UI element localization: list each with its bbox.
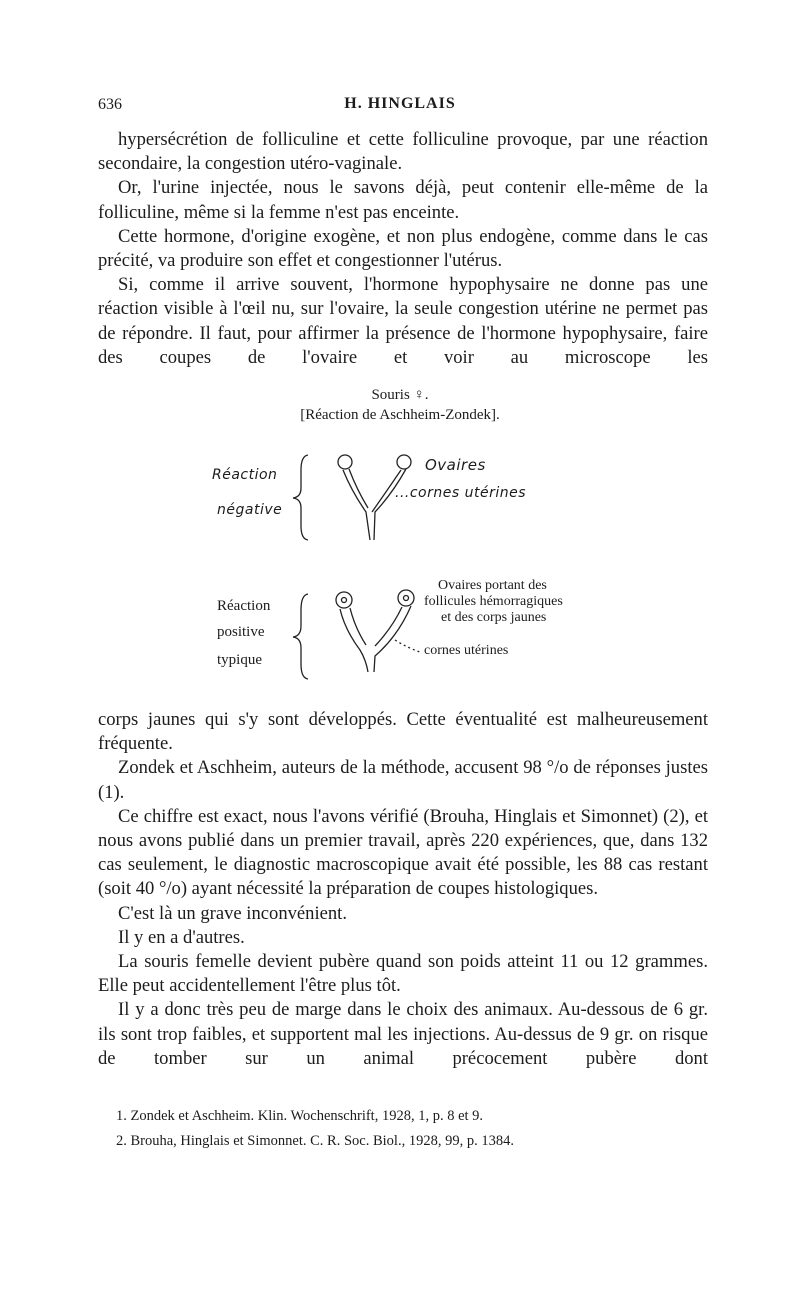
footnote-1: 1. Zondek et Aschheim. Klin. Wochenschrift, 1928, 1, p. 8 et 9. (116, 1108, 484, 1124)
negative-ovary-left (338, 455, 352, 469)
negative-horns-label: ...cornes utérines (395, 485, 527, 501)
positive-ovaries-line1: Ovaires portant des (438, 578, 547, 593)
positive-ovary-right (398, 590, 414, 606)
paragraph: corps jaunes qui s'y sont développés. Cette éventualité est malheureusement fréquente. (98, 709, 708, 755)
paragraph: La souris femelle devient pubère quand son poids atteint 11 ou 12 grammes. Elle peut accidentellement l'être plus tôt. (98, 951, 708, 997)
running-title: H. HINGLAIS (344, 95, 456, 112)
paragraph: Zondek et Aschheim, auteurs de la méthode, accusent 98 °/o de réponses justes (1). (98, 757, 708, 803)
positive-label-line3: typique (217, 652, 262, 668)
figure-caption-title: Souris ♀. (371, 387, 429, 403)
paragraph: Or, l'urine injectée, nous le savons déjà, peut contenir elle-même de la folliculine, même si la femme n'est pas enceinte. (98, 177, 708, 223)
positive-horn-right (375, 607, 402, 646)
negative-label-line2: négative (217, 502, 283, 518)
paragraph: Ce chiffre est exact, nous l'avons vérifié (Brouha, Hinglais et Simonnet) (2), et nous avons publié dans un premier travail, après 220 expériences, que, dans 132 cas seulement, le diagnostic macroscopique avait été possible, les 88 cas restant (soit 40 °/o) ayant nécessité la préparation de coupes histologiques. (98, 805, 708, 900)
footnote-2: 2. Brouha, Hinglais et Simonnet. C. R. Soc. Biol., 1928, 99, p. 1384. (116, 1133, 514, 1149)
paragraph: Si, comme il arrive souvent, l'hormone hypophysaire ne donne pas une réaction visible à l'œil nu, sur l'ovaire, la seule congestion utérine ne permet pas de répondre. Il faut, pour affirmer la présence de l'hormone hypophysaire, faire des coupes de l'ovaire et voir au microscope les (98, 274, 708, 368)
bottom-text-block (98, 708, 708, 1071)
paragraph: Il y a donc très peu de marge dans le choix des animaux. Au-dessous de 6 gr. ils sont trop faibles, et supportent mal les injections. Au-dessus de 9 gr. on risque de tomber sur un animal précocement pubère dont (98, 999, 708, 1069)
positive-brace (293, 594, 308, 679)
paragraph: hypersécrétion de folliculine et cette folliculine provoque, par une réaction secondaire, la congestion utéro-vaginale. (98, 129, 708, 175)
positive-ovaries-line2: follicules hémorragiques (424, 594, 563, 609)
paragraph: Cette hormone, d'origine exogène, et non plus endogène, comme dans le cas précité, va produire son effet et congestionner l'utérus. (98, 225, 708, 272)
negative-ovary-right (397, 455, 411, 469)
paragraph: Il y en a d'autres. (118, 926, 245, 948)
paragraph: C'est là un grave inconvénient. (118, 902, 347, 924)
page-number: 636 (98, 96, 122, 113)
negative-label-line1: Réaction (212, 467, 278, 483)
positive-horns-label: cornes utérines (424, 643, 509, 658)
negative-ovaries-label: Ovaires (425, 456, 486, 474)
positive-label-line1: Réaction (217, 598, 271, 614)
positive-ovaries-line3: et des corps jaunes (441, 610, 547, 625)
negative-brace (293, 455, 308, 540)
figure-caption-subtitle: [Réaction de Aschheim-Zondek]. (300, 407, 500, 423)
positive-label-line2: positive (217, 624, 265, 640)
positive-ovary-left (336, 592, 352, 608)
